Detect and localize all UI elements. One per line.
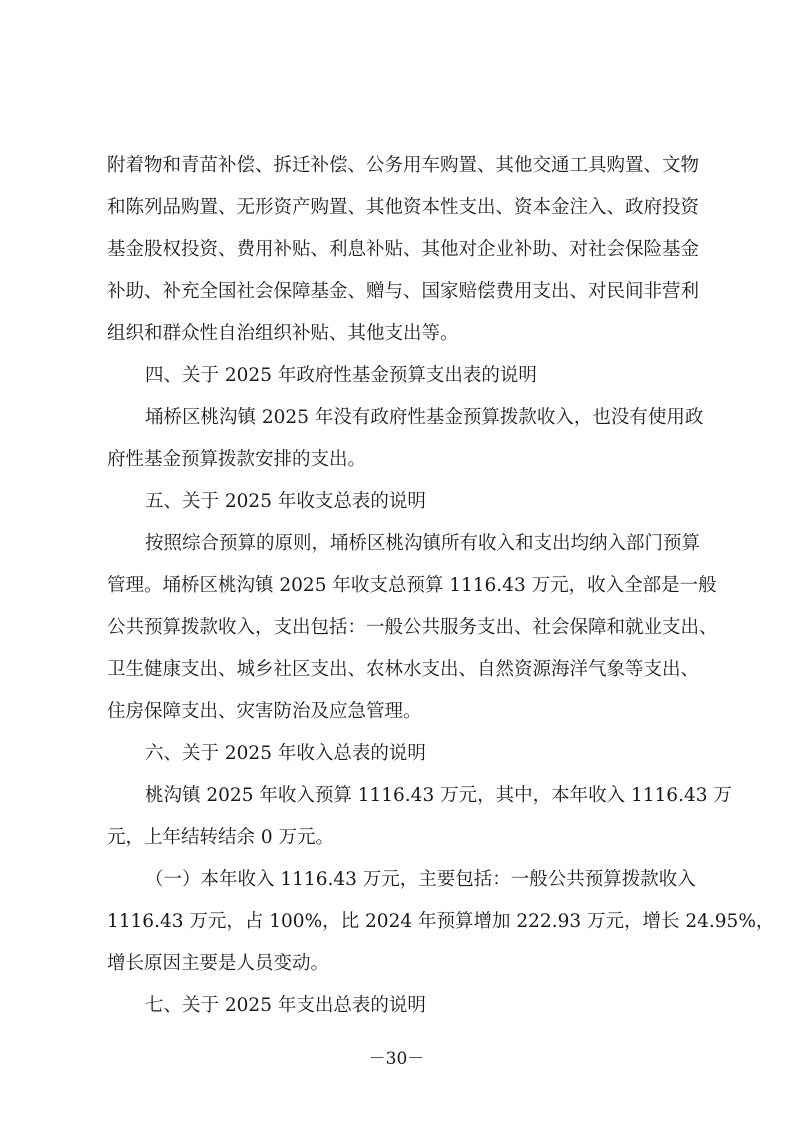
body-text-line: 增长原因主要是人员变动。 <box>107 953 330 974</box>
body-text-line: 按照综合预算的原则，埇桥区桃沟镇所有收入和支出均纳入部门预算 <box>145 533 701 554</box>
body-text-line: 补助、补充全国社会保障基金、赠与、国家赔偿费用支出、对民间非营利 <box>107 281 700 302</box>
body-text-line: 基金股权投资、费用补贴、利息补贴、其他对企业补助、对社会保险基金 <box>107 239 700 260</box>
body-text-line: 1116.43 万元，占 100%，比 2024 年预算增加 222.93 万元，增长 24.95%， <box>107 911 775 932</box>
section-heading-4: 四、关于 2025 年政府性基金预算支出表的说明 <box>145 365 537 386</box>
body-text-line: 附着物和青苗补偿、拆迁补偿、公务用车购置、其他交通工具购置、文物 <box>107 155 700 176</box>
section-heading-5: 五、关于 2025 年收支总表的说明 <box>145 491 426 512</box>
page-number: －30－ <box>368 1049 425 1069</box>
subsection-text-line: （一）本年收入 1116.43 万元，主要包括：一般公共预算拨款收入 <box>145 869 696 890</box>
body-text-line: 元，上年结转结余 0 万元。 <box>107 827 335 848</box>
section-heading-7: 七、关于 2025 年支出总表的说明 <box>145 995 426 1016</box>
body-text-line: 卫生健康支出、城乡社区支出、农林水支出、自然资源海洋气象等支出、 <box>107 659 700 680</box>
section-heading-6: 六、关于 2025 年收入总表的说明 <box>145 743 426 764</box>
body-text-line: 埇桥区桃沟镇 2025 年没有政府性基金预算拨款收入，也没有使用政 <box>145 407 704 428</box>
body-text-line: 和陈列品购置、无形资产购置、其他资本性支出、资本金注入、政府投资 <box>107 197 700 218</box>
body-text-line: 桃沟镇 2025 年收入预算 1116.43 万元，其中，本年收入 1116.43 万 <box>145 785 732 806</box>
body-text-line: 府性基金预算拨款安排的支出。 <box>107 449 367 470</box>
body-text-line: 公共预算拨款收入，支出包括：一般公共服务支出、社会保障和就业支出、 <box>107 617 718 638</box>
body-text-line: 住房保障支出、灾害防治及应急管理。 <box>107 701 422 722</box>
body-text-line: 管理。埇桥区桃沟镇 2025 年收支总预算 1116.43 万元，收入全部是一般 <box>107 575 717 596</box>
body-text-line: 组织和群众性自治组织补贴、其他支出等。 <box>107 323 459 344</box>
